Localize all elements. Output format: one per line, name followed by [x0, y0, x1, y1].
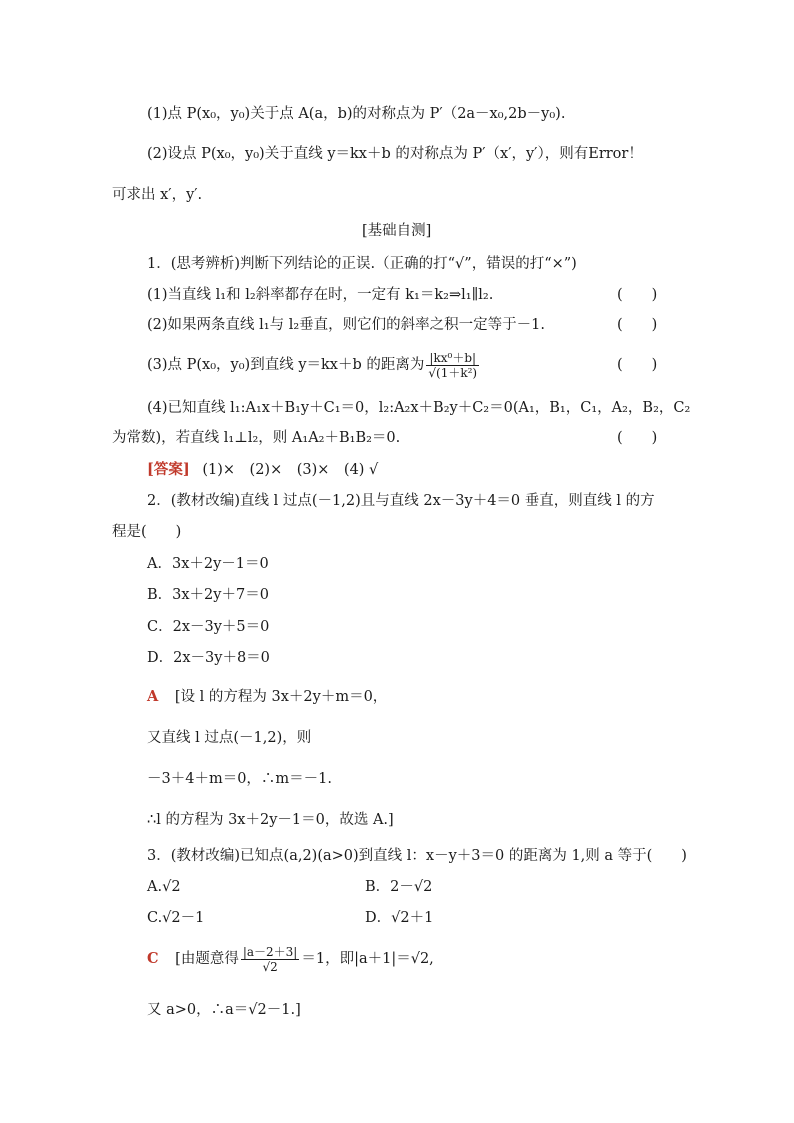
q3-solution-1-pre: [由题意得: [175, 951, 239, 967]
answer-text: (1)× (2)× (3)× (4) √: [202, 462, 379, 478]
q2-solution-1-text: [设 l 的方程为 3x＋2y＋m＝0，: [174, 689, 388, 705]
q2-option-a: A．3x＋2y－1＝0: [147, 556, 269, 572]
q1-answer: [147, 460, 378, 480]
q3-option-d: D．√2＋1: [365, 910, 434, 926]
q3-answer-letter: C: [147, 950, 159, 967]
distance-fraction: [426, 351, 479, 380]
q1-item-4a: (4)已知直线 l₁:A₁x＋B₁y＋C₁＝0，l₂:A₂x＋B₂y＋C₂＝0(A₁，B₁，C₁，A₂，B₂，C₂: [147, 400, 691, 416]
q1-item-2: (2)如果两条直线 l₁与 l₂垂直，则它们的斜率之积一定等于－1.: [147, 317, 545, 333]
q2-stem-a: 2．(教材改编)直线 l 过点(－1,2)且与直线 2x－3y＋4＝0 垂直，则直线 l 的方: [147, 493, 655, 509]
section-title: [基础自测]: [362, 223, 432, 239]
q3-solution-1-post: ＝1，即|a＋1|＝√2,: [301, 951, 434, 967]
q2-option-c: C．2x－3y＋5＝0: [147, 619, 270, 635]
q2-solution-4: ∴l 的方程为 3x＋2y－1＝0，故选 A.]: [147, 812, 394, 828]
q2-answer-letter: A: [147, 688, 159, 705]
q3-stem: 3．(教材改编)已知点(a,2)(a>0)到直线 l：x－y＋3＝0 的距离为 1,则 a 等于( ): [147, 848, 687, 864]
q2-solution-2: 又直线 l 过点(－1,2)，则: [147, 730, 312, 746]
q1-item-4b: 为常数)，若直线 l₁⊥l₂，则 A₁A₂＋B₁B₂＝0.: [112, 430, 401, 446]
fraction-numerator: |kx⁰＋b|: [426, 351, 479, 366]
q2-option-d: D．2x－3y＋8＝0: [147, 650, 270, 666]
q1-item-2-blank: ( ): [617, 317, 658, 333]
q1-item-1-blank: ( ): [617, 287, 658, 303]
q3-fraction-denominator: √2: [262, 959, 278, 974]
q3-option-c: C.√2－1: [147, 910, 205, 926]
q1-item-4-blank: ( ): [617, 430, 658, 446]
intro-line-1: (1)点 P(x₀，y₀)关于点 A(a，b)的对称点为 P′（2a－x₀,2b－y₀).: [147, 106, 566, 122]
q3-fraction-numerator: |a－2＋3|: [242, 944, 298, 959]
intro-line-2: (2)设点 P(x₀，y₀)关于直线 y＝kx＋b 的对称点为 P′（x′，y′），则有Error！: [147, 146, 643, 162]
q1-item-3-blank: ( ): [617, 357, 658, 373]
intro-line-3: 可求出 x′，y′.: [112, 187, 203, 203]
q3-fraction: [241, 945, 300, 974]
q3-option-b: B．2－√2: [365, 879, 433, 895]
q1-stem: 1．(思考辨析)判断下列结论的正误.（正确的打“√”，错误的打“×”): [147, 256, 577, 272]
q2-stem-b: 程是( ): [112, 524, 182, 540]
q3-option-a: A.√2: [147, 879, 181, 895]
q1-item-3: [147, 348, 481, 382]
fraction-denominator: √(1＋k²): [428, 365, 478, 380]
q3-solution-2: 又 a>0，∴a＝√2－1.]: [147, 1002, 301, 1018]
q2-option-b: B．3x＋2y＋7＝0: [147, 587, 269, 603]
q1-item-3-text: (3)点 P(x₀，y₀)到直线 y＝kx＋b 的距离为: [147, 357, 425, 373]
q2-solution-1: [147, 687, 387, 707]
q2-solution-3: －3＋4＋m＝0，∴m＝－1.: [147, 771, 333, 787]
answer-label: [答案]: [147, 461, 190, 478]
q3-solution-1: [147, 942, 434, 976]
q1-item-1: (1)当直线 l₁和 l₂斜率都存在时，一定有 k₁＝k₂⇒l₁∥l₂.: [147, 287, 494, 303]
